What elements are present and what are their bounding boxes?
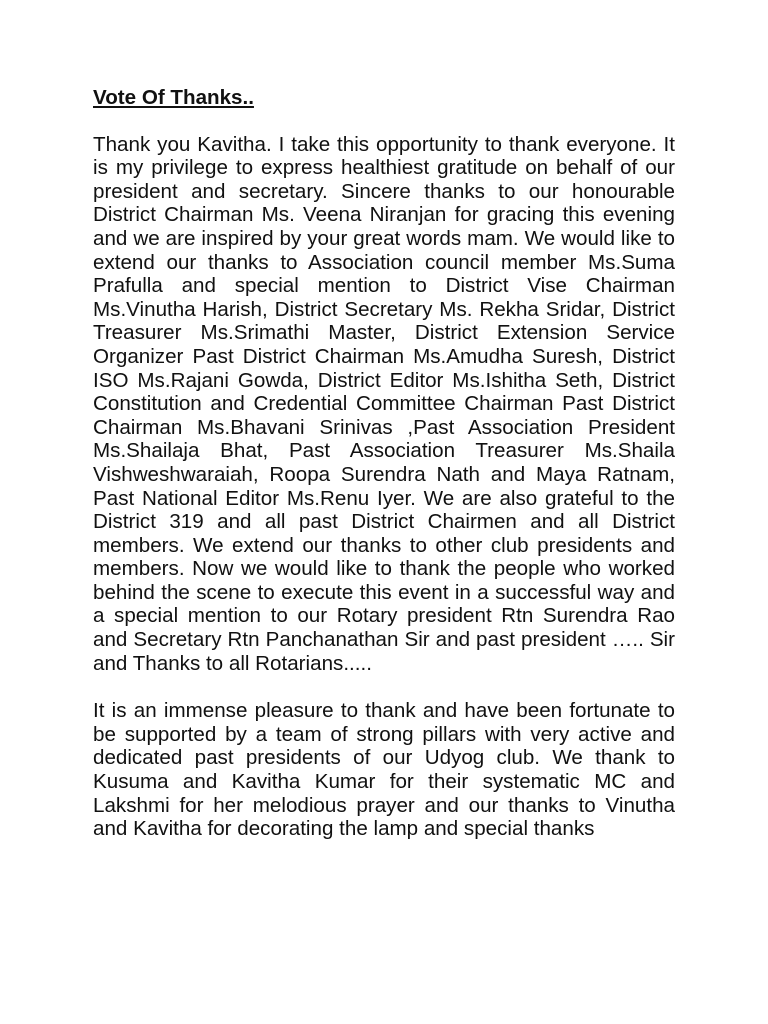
- spacer: [93, 675, 675, 699]
- paragraph-1: Thank you Kavitha. I take this opportunity to thank everyone. It is my privilege to express healthiest gratitude on behalf of our president and secretary. Sincere thanks to our honourable District Chairman Ms. Veena Niranjan for gracing this evening and we are inspired by your great words mam. We would like to extend our thanks to Association council member Ms.Suma Prafulla and special mention to District Vise Chairman Ms.Vinutha Harish, District Secretary Ms. Rekha Sridar, District Treasurer Ms.Srimathi Master, District Extension Service Organizer Past District Chairman Ms.Amudha Suresh, District ISO Ms.Rajani Gowda, District Editor Ms.Ishitha Seth, District Constitution and Credential Committee Chairman Past District Chairman Ms.Bhavani Srinivas ,Past Association President Ms.Shailaja Bhat, Past Association Treasurer Ms.Shaila Vishweshwaraiah, Roopa Surendra Nath and Maya Ratnam, Past National Editor Ms.Renu Iyer. We are also grateful to the District 319 and all past District Chairmen and all District members. We extend our thanks to other club presidents and members. Now we would like to thank the people who worked behind the scene to execute this event in a successful way and a special mention to our Rotary president Rtn Surendra Rao and Secretary Rtn Panchanathan Sir and past president ….. Sir and Thanks to all Rotarians.....: [93, 132, 675, 675]
- document-title: Vote Of Thanks..: [93, 86, 254, 109]
- spacer: [93, 110, 675, 133]
- document-body: [93, 86, 675, 841]
- paragraph-2: It is an immense pleasure to thank and have been fortunate to be supported by a team of strong pillars with very active and dedicated past presidents of our Udyog club. We thank to Kusuma and Kavitha Kumar for their systematic MC and Lakshmi for her melodious prayer and our thanks to Vinutha and Kavitha for decorating the lamp and special thanks: [93, 699, 675, 841]
